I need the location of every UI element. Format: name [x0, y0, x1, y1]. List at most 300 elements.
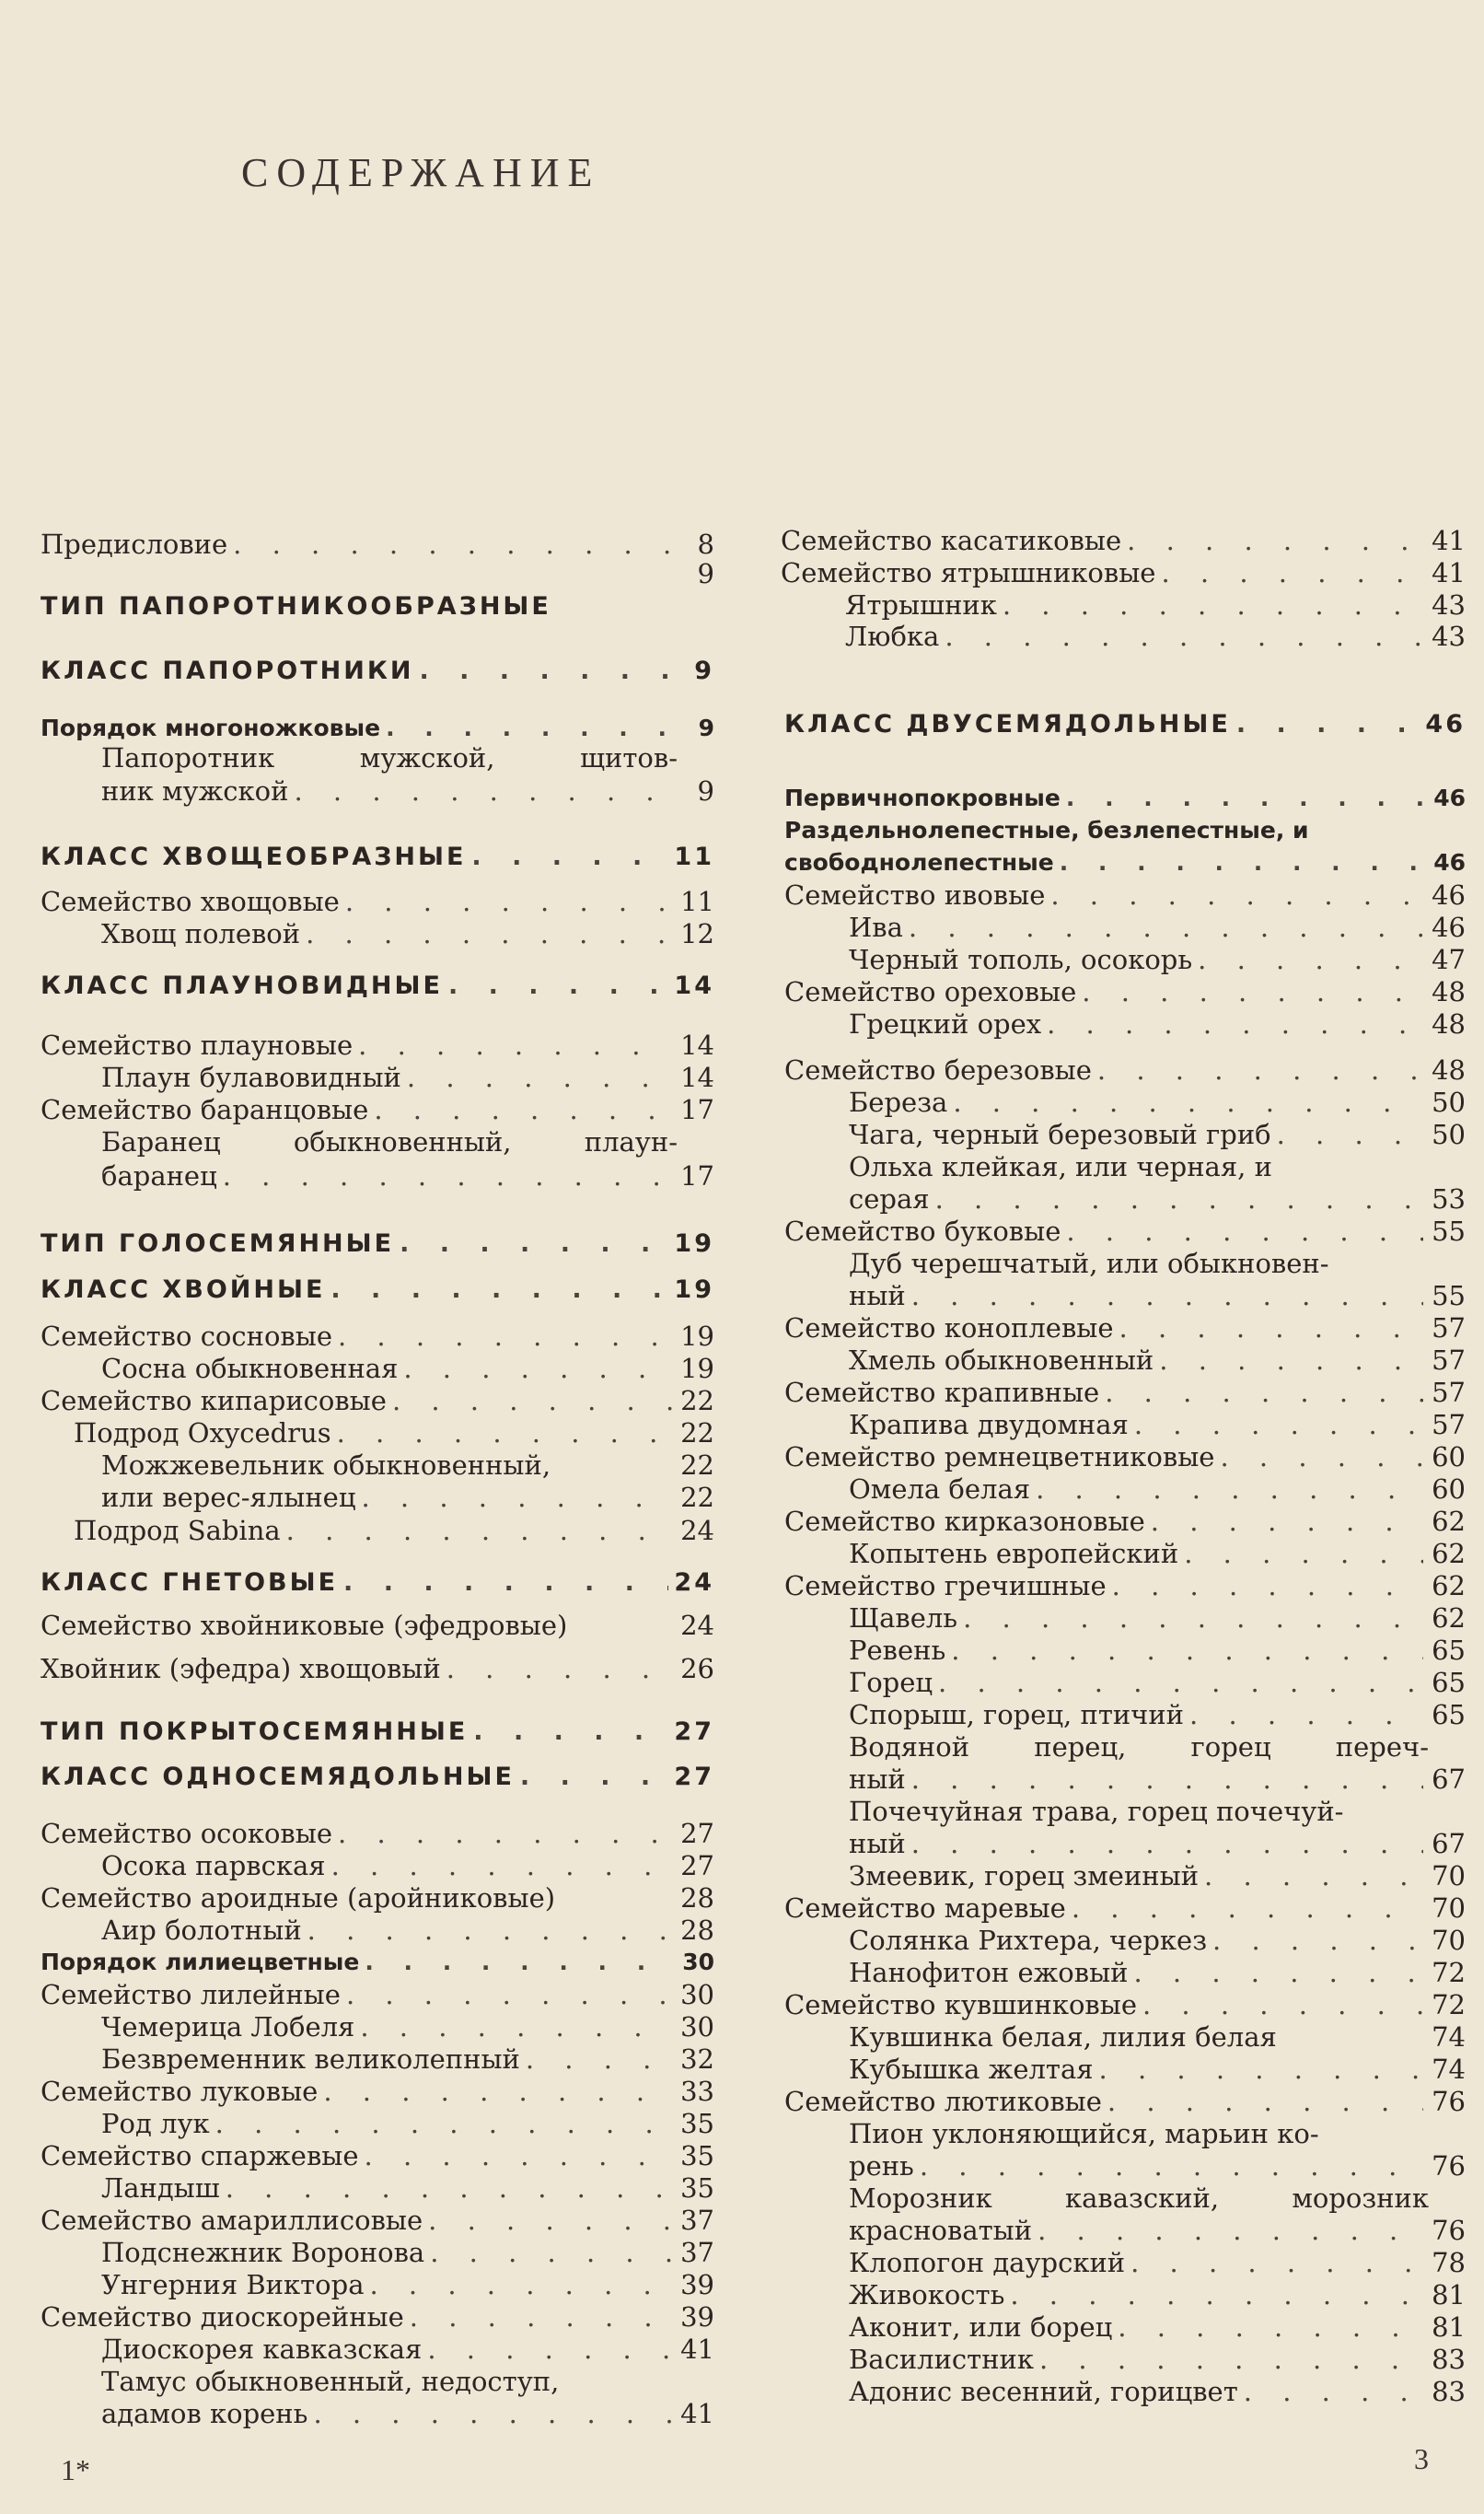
toc-entry-page: 72	[1432, 1989, 1466, 2020]
toc-entry-page: 32	[680, 2043, 714, 2075]
toc-entry	[101, 2366, 714, 2397]
dot-leader	[1010, 2279, 1423, 2310]
signature-mark: 1*	[61, 2453, 90, 2486]
toc-entry	[849, 1248, 1466, 1279]
toc-entry	[101, 1160, 714, 1192]
toc-entry-title: Семейство кипарисовые	[41, 1385, 387, 1416]
toc-entry	[849, 2118, 1466, 2149]
toc-entry-page: 76	[1432, 2150, 1466, 2182]
toc-entry	[849, 1087, 1466, 1118]
toc-entry-page: 70	[1432, 1860, 1466, 1891]
toc-entry	[849, 1763, 1466, 1795]
toc-entry	[849, 1344, 1466, 1376]
dot-leader	[1112, 1570, 1423, 1601]
toc-entry	[101, 2269, 714, 2300]
toc-entry-page: 62	[1432, 1538, 1466, 1569]
toc-entry-page: 47	[1432, 944, 1466, 975]
toc-entry-page: 60	[1432, 1473, 1466, 1505]
toc-entry	[41, 1882, 714, 1914]
dot-leader	[1130, 2247, 1423, 2278]
toc-entry-page: 78	[1432, 2247, 1466, 2278]
dot-leader	[419, 656, 672, 687]
toc-entry-title: Унгерния Виктора	[101, 2269, 365, 2300]
dot-leader	[1118, 2311, 1423, 2343]
toc-entry-page: 43	[1432, 621, 1466, 652]
toc-entry-page: 57	[1432, 1344, 1466, 1376]
toc-entry-title: Подрод Sabina	[74, 1515, 281, 1546]
toc-entry-title: Сосна обыкновенная	[101, 1353, 399, 1384]
toc-entry-page: 9	[694, 657, 714, 685]
toc-entry-page: 37	[680, 2205, 714, 2236]
page-title: СОДЕРЖАНИЕ	[241, 150, 601, 195]
toc-entry-title: Подрод Oxycedrus	[74, 1417, 331, 1449]
toc-entry	[849, 1473, 1466, 1505]
toc-entry-page: 62	[1432, 1506, 1466, 1537]
toc-entry-title: КЛАСС ХВОЩЕОБРАЗНЫЕ	[41, 843, 467, 871]
dot-leader	[233, 529, 672, 560]
toc-entry-title: Ива	[849, 912, 903, 943]
toc-entry	[41, 842, 714, 873]
toc-entry	[101, 2334, 714, 2365]
toc-entry-title: Береза	[849, 1087, 948, 1118]
toc-entry-page: 48	[1432, 1054, 1466, 1086]
toc-entry-title: ТИП ГОЛОСЕМЯННЫЕ	[41, 1229, 395, 1258]
toc-entry	[849, 2311, 1466, 2343]
toc-entry	[101, 2043, 714, 2075]
toc-entry-page: 41	[1432, 525, 1466, 556]
toc-entry	[101, 1915, 714, 1946]
toc-entry	[849, 1280, 1466, 1311]
toc-entry-page: 43	[1432, 589, 1466, 621]
dot-leader	[911, 1763, 1423, 1795]
dot-leader	[1151, 1506, 1423, 1537]
toc-entry-page: 19	[674, 1229, 714, 1258]
dot-leader	[215, 2108, 672, 2139]
toc-entry	[41, 1653, 714, 1684]
dot-leader	[1184, 1538, 1423, 1569]
dot-leader	[226, 2172, 672, 2204]
toc-entry	[784, 847, 1466, 879]
toc-entry	[101, 2172, 714, 2204]
toc-entry-title: Нанофитон ежовый	[849, 1957, 1129, 1988]
dot-leader	[430, 2237, 672, 2268]
dot-leader	[427, 2334, 672, 2365]
dot-leader	[386, 713, 672, 744]
toc-entry	[101, 1062, 714, 1093]
toc-entry-title: Семейство лютиковые	[784, 2086, 1102, 2117]
toc-entry	[41, 2205, 714, 2236]
toc-entry-page: 48	[1432, 976, 1466, 1007]
toc-entry	[784, 709, 1466, 740]
toc-entry-page: 14	[674, 972, 714, 1000]
toc-entry-title: Порядок лилиецветные	[41, 1949, 360, 1975]
dot-leader	[1142, 1989, 1423, 2020]
toc-entry-page: 30	[680, 1979, 714, 2010]
toc-entry	[41, 1979, 714, 2010]
toc-entry-page: 22	[680, 1482, 714, 1513]
toc-entry	[101, 1850, 714, 1881]
toc-entry-title: Чемерица Лобеля	[101, 2011, 355, 2043]
toc-entry	[784, 1216, 1466, 1247]
toc-entry-title: Семейство ятрышниковые	[781, 557, 1156, 588]
toc-entry-title: Аир болотный	[101, 1915, 302, 1946]
toc-entry-title: рень	[849, 2150, 914, 2182]
toc-entry-page: 24	[680, 1515, 714, 1546]
toc-entry	[849, 2344, 1466, 2375]
dot-leader	[1198, 944, 1423, 975]
toc-entry	[784, 1570, 1466, 1601]
toc-entry-page: 37	[680, 2237, 714, 2268]
toc-entry-title: ТИП ПАПОРОТНИКООБРАЗНЫЕ	[41, 592, 551, 621]
toc-entry-page: 76	[1432, 2086, 1466, 2117]
toc-entry	[849, 1731, 1466, 1763]
toc-entry-title: адамов корень	[101, 2398, 308, 2429]
toc-entry	[849, 1151, 1466, 1182]
toc-entry-page: 35	[680, 2172, 714, 2204]
toc-entry	[101, 2237, 714, 2268]
toc-entry-title: Горец	[849, 1667, 933, 1698]
toc-entry	[41, 1818, 714, 1849]
toc-entry	[784, 1989, 1466, 2020]
toc-entry-page: 9	[697, 558, 714, 589]
toc-entry-title: Хвойник (эфедра) хвощовый	[41, 1653, 441, 1684]
dot-leader	[1277, 1119, 1423, 1150]
toc-entry-title: Морозник кавазский, морозник	[849, 2182, 1429, 2214]
toc-entry-page: 19	[680, 1321, 714, 1352]
toc-entry-title: баранец	[101, 1160, 217, 1192]
toc-entry	[41, 1228, 714, 1260]
dot-leader	[286, 1515, 672, 1546]
toc-entry	[41, 1567, 714, 1599]
toc-entry-title: Ятрышник	[845, 589, 997, 621]
toc-entry	[41, 1717, 714, 1748]
toc-entry-title: Плаун булавовидный	[101, 1062, 401, 1093]
dot-leader	[1039, 2344, 1423, 2375]
toc-entry	[849, 1635, 1466, 1666]
toc-entry-page: 65	[1432, 1699, 1466, 1730]
toc-entry-title: Род лук	[101, 2108, 210, 2139]
toc-entry	[781, 525, 1466, 556]
toc-entry-page: 50	[1432, 1087, 1466, 1118]
toc-entry-title: Раздельнолепестные, безлепестные, и	[784, 817, 1309, 844]
toc-entry-title: Порядок многоножковые	[41, 715, 381, 741]
toc-entry-title: Семейство хвощовые	[41, 886, 340, 917]
toc-entry	[849, 1008, 1466, 1040]
toc-entry	[849, 1409, 1466, 1440]
toc-entry-page: 30	[680, 2011, 714, 2043]
toc-entry-title: Хмель обыкновенный	[849, 1344, 1154, 1376]
toc-entry-title: Баранец обыкновенный, плаун-	[101, 1126, 678, 1158]
dot-leader	[400, 1228, 668, 1260]
toc-entry-title: Почечуйная трава, горец почечуй-	[849, 1796, 1344, 1827]
toc-entry-page: 48	[1432, 1008, 1466, 1040]
toc-entry-title: Кувшинка белая, лилия белая	[849, 2021, 1277, 2053]
toc-entry-title: Тамус обыкновенный, недоступ,	[101, 2366, 560, 2397]
toc-entry-page: 57	[1432, 1409, 1466, 1440]
toc-entry	[74, 1515, 714, 1546]
toc-entry	[784, 1892, 1466, 1924]
toc-entry-page: 17	[680, 1094, 714, 1125]
dot-leader	[294, 775, 672, 807]
toc-entry-page: 9	[698, 715, 714, 741]
dot-leader	[1244, 2376, 1423, 2407]
toc-entry-title: Змеевик, горец змеиный	[849, 1860, 1200, 1891]
dot-leader	[1082, 976, 1423, 1007]
toc-entry-title: Любка	[845, 621, 940, 652]
toc-entry-title: Крапива двудомная	[849, 1409, 1129, 1440]
toc-entry-title: Пион уклоняющийся, марьин ко-	[849, 2118, 1319, 2149]
dot-leader	[1161, 557, 1423, 588]
toc-entry-title: Семейство баранцовые	[41, 1094, 369, 1125]
dot-leader	[446, 1653, 672, 1684]
toc-entry-page: 55	[1432, 1280, 1466, 1311]
toc-entry	[41, 1274, 714, 1306]
toc-entry-title: Семейство касатиковые	[781, 525, 1122, 556]
toc-entry-title: ный	[849, 1280, 906, 1311]
toc-entry-page: 39	[680, 2269, 714, 2300]
toc-entry	[41, 1030, 714, 1061]
toc-entry-page: 70	[1432, 1892, 1466, 1924]
toc-entry-page: 67	[1432, 1763, 1466, 1795]
toc-entry	[41, 529, 714, 560]
dot-leader	[306, 918, 672, 949]
toc-entry-page: 24	[674, 1568, 714, 1597]
dot-leader	[403, 1353, 672, 1384]
toc-entry-title: свободнолепестные	[784, 849, 1054, 876]
dot-leader	[1134, 1409, 1423, 1440]
toc-entry	[781, 557, 1466, 588]
dot-leader	[362, 1482, 673, 1513]
toc-entry-title: Семейство ремнецветниковые	[784, 1441, 1215, 1472]
toc-entry-title: Диоскорея кавказская	[101, 2334, 423, 2365]
toc-entry-title: серая	[849, 1183, 930, 1215]
toc-entry-page: 70	[1432, 1925, 1466, 1956]
toc-entry-title: Живокость	[849, 2279, 1005, 2310]
toc-entry-page: 46	[1433, 785, 1466, 811]
dot-leader	[1099, 2054, 1423, 2085]
toc-entry-page: 17	[680, 1160, 714, 1192]
toc-entry-page: 83	[1432, 2344, 1466, 2375]
toc-entry	[784, 976, 1466, 1007]
toc-entry-page: 12	[680, 918, 714, 949]
toc-entry	[41, 1094, 714, 1125]
toc-entry-page: 11	[680, 886, 714, 917]
dot-leader	[920, 2150, 1423, 2182]
dot-leader	[1003, 589, 1423, 621]
toc-entry-title: Безвременник великолепный	[101, 2043, 520, 2075]
dot-leader	[428, 2205, 672, 2236]
dot-leader	[346, 1979, 672, 2010]
toc-entry	[41, 1385, 714, 1416]
toc-entry	[849, 1957, 1466, 1988]
dot-leader	[963, 1602, 1423, 1634]
toc-entry-page: 27	[680, 1818, 714, 1849]
toc-entry-title: ный	[849, 1828, 906, 1859]
toc-entry-title: Семейство сосновые	[41, 1321, 332, 1352]
dot-leader	[1236, 709, 1420, 740]
toc-entry-page: 14	[680, 1062, 714, 1093]
dot-leader	[911, 1280, 1423, 1311]
toc-entry	[849, 1925, 1466, 1956]
toc-entry-page: 28	[680, 1882, 714, 1914]
toc-entry-title: ТИП ПОКРЫТОСЕМЯННЫЕ	[41, 1717, 469, 1746]
toc-entry	[101, 742, 714, 774]
toc-entry-page: 22	[680, 1417, 714, 1449]
toc-entry-title: Семейство спаржевые	[41, 2140, 359, 2171]
toc-entry-title: Семейство луковые	[41, 2076, 319, 2107]
toc-entry	[849, 1699, 1466, 1730]
toc-entry-title: Семейство хвойниковые (эфедровые)	[41, 1610, 568, 1641]
dot-leader	[1204, 1860, 1423, 1891]
toc-entry-title: или верес-ялынец	[101, 1482, 356, 1513]
toc-entry-title: Семейство коноплевые	[784, 1312, 1114, 1344]
dot-leader	[938, 1667, 1423, 1698]
toc-entry-page: 11	[674, 843, 714, 871]
toc-entry	[849, 1796, 1466, 1827]
toc-entry-title: Хвощ полевой	[101, 918, 301, 949]
toc-entry-title: Семейство ароидные (аройниковые)	[41, 1882, 556, 1914]
toc-entry-title: Семейство амариллисовые	[41, 2205, 423, 2236]
toc-entry-page: 33	[680, 2076, 714, 2107]
toc-entry-page: 81	[1432, 2311, 1466, 2343]
dot-leader	[1066, 1216, 1423, 1247]
toc-entry-page: 62	[1432, 1602, 1466, 1634]
dot-leader	[323, 2076, 672, 2107]
toc-entry-title: КЛАСС ОДНОСЕМЯДОЛЬНЫЕ	[41, 1763, 515, 1791]
dot-leader	[1050, 879, 1423, 911]
dot-leader	[1066, 783, 1423, 814]
toc-entry	[101, 2108, 714, 2139]
toc-entry	[849, 2279, 1466, 2310]
toc-entry	[784, 783, 1466, 814]
toc-entry-page: 27	[680, 1850, 714, 1881]
toc-entry	[849, 1667, 1466, 1698]
toc-entry-title: Ревень	[849, 1635, 946, 1666]
dot-leader	[338, 1818, 672, 1849]
toc-entry-page: 83	[1432, 2376, 1466, 2407]
toc-entry	[41, 1610, 714, 1641]
toc-entry-title: КЛАСС ДВУСЕМЯДОЛЬНЫЕ	[784, 710, 1231, 739]
dot-leader	[307, 1915, 672, 1946]
toc-entry-page: 41	[1432, 557, 1466, 588]
toc-entry-title: Семейство маревые	[784, 1892, 1066, 1924]
toc-entry	[101, 775, 714, 807]
dot-leader	[1159, 1344, 1423, 1376]
toc-entry-page: 19	[674, 1275, 714, 1304]
toc-entry	[784, 1377, 1466, 1408]
toc-entry-title: Копытень европейский	[849, 1538, 1179, 1569]
toc-entry-page: 46	[1432, 912, 1466, 943]
toc-entry	[784, 1312, 1466, 1344]
toc-entry-title: Черный тополь, осокорь	[849, 944, 1193, 975]
toc-entry-title: Ольха клейкая, или черная, и	[849, 1151, 1272, 1182]
toc-entry	[41, 591, 714, 623]
dot-leader	[1105, 1377, 1423, 1408]
toc-entry	[41, 1947, 714, 1978]
toc-entry-title: Подснежник Воронова	[101, 2237, 425, 2268]
toc-entry	[784, 2086, 1466, 2117]
dot-leader	[392, 1385, 672, 1416]
dot-leader	[520, 1762, 669, 1793]
toc-entry-page: 65	[1432, 1667, 1466, 1698]
toc-entry-page: 60	[1432, 1441, 1466, 1472]
toc-entry-title: Семейство ореховые	[784, 976, 1077, 1007]
dot-leader	[1060, 847, 1423, 879]
toc-entry	[784, 815, 1466, 846]
toc-entry-title: КЛАСС ПЛАУНОВИДНЫЕ	[41, 972, 443, 1000]
toc-entry-page: 57	[1432, 1312, 1466, 1344]
dot-leader	[911, 1828, 1423, 1859]
toc-entry	[41, 2076, 714, 2107]
toc-entry	[41, 886, 714, 917]
toc-entry-title: Водяной перец, горец переч-	[849, 1731, 1429, 1763]
toc-entry-title: Предисловие	[41, 529, 228, 560]
toc-entry-title: ник мужской	[101, 775, 289, 807]
toc-entry	[784, 1054, 1466, 1086]
toc-entry	[784, 1441, 1466, 1472]
toc-entry-title: Семейство буковые	[784, 1216, 1061, 1247]
dot-leader	[365, 1947, 672, 1978]
toc-entry-page: 62	[1432, 1570, 1466, 1601]
dot-leader	[1038, 2215, 1423, 2246]
toc-entry	[41, 1762, 714, 1793]
toc-entry-page: 26	[680, 1653, 714, 1684]
toc-entry	[41, 2301, 714, 2333]
dot-leader	[1072, 1892, 1423, 1924]
dot-leader	[343, 1567, 668, 1599]
toc-entry	[849, 2215, 1466, 2246]
toc-entry-page: 41	[680, 2334, 714, 2365]
toc-entry-page: 53	[1432, 1183, 1466, 1215]
toc-entry-page: 28	[680, 1915, 714, 1946]
toc-entry-page: 55	[1432, 1216, 1466, 1247]
toc-entry-title: Семейство плауновые	[41, 1030, 354, 1061]
dot-leader	[1047, 1008, 1423, 1040]
dot-leader	[360, 2011, 672, 2043]
toc-entry-title: Осока парвская	[101, 1850, 326, 1881]
toc-entry	[849, 912, 1466, 943]
toc-entry	[849, 2021, 1466, 2053]
toc-entry-page: 27	[674, 1763, 714, 1791]
toc-entry-page: 9	[697, 775, 714, 807]
toc-entry	[41, 2140, 714, 2171]
toc-entry-title: Семейство кирказоновые	[784, 1506, 1145, 1537]
dot-leader	[951, 1635, 1423, 1666]
dot-leader	[909, 912, 1423, 943]
toc-entry-page: 46	[1425, 710, 1466, 739]
toc-entry	[849, 1538, 1466, 1569]
toc-entry	[784, 1506, 1466, 1537]
dot-leader	[338, 1321, 672, 1352]
toc-entry-page: 50	[1432, 1119, 1466, 1150]
toc-entry-title: Семейство лилейные	[41, 1979, 341, 2010]
toc-entry	[849, 1828, 1466, 1859]
toc-entry-page: 81	[1432, 2279, 1466, 2310]
toc-entry	[41, 1321, 714, 1352]
toc-entry	[101, 1449, 714, 1481]
dot-leader	[223, 1160, 672, 1192]
toc-entry-page: 8	[697, 529, 714, 560]
toc-entry	[101, 2398, 714, 2429]
dot-leader	[345, 886, 672, 917]
toc-entry-title: Щавель	[849, 1602, 958, 1634]
toc-entry	[41, 656, 714, 687]
toc-entry-page: 41	[680, 2398, 714, 2429]
toc-entry-title: Первичнопокровные	[784, 785, 1061, 811]
toc-entry-title: Семейство гречишные	[784, 1570, 1107, 1601]
toc-entry	[101, 1353, 714, 1384]
toc-entry-page: 35	[680, 2108, 714, 2139]
